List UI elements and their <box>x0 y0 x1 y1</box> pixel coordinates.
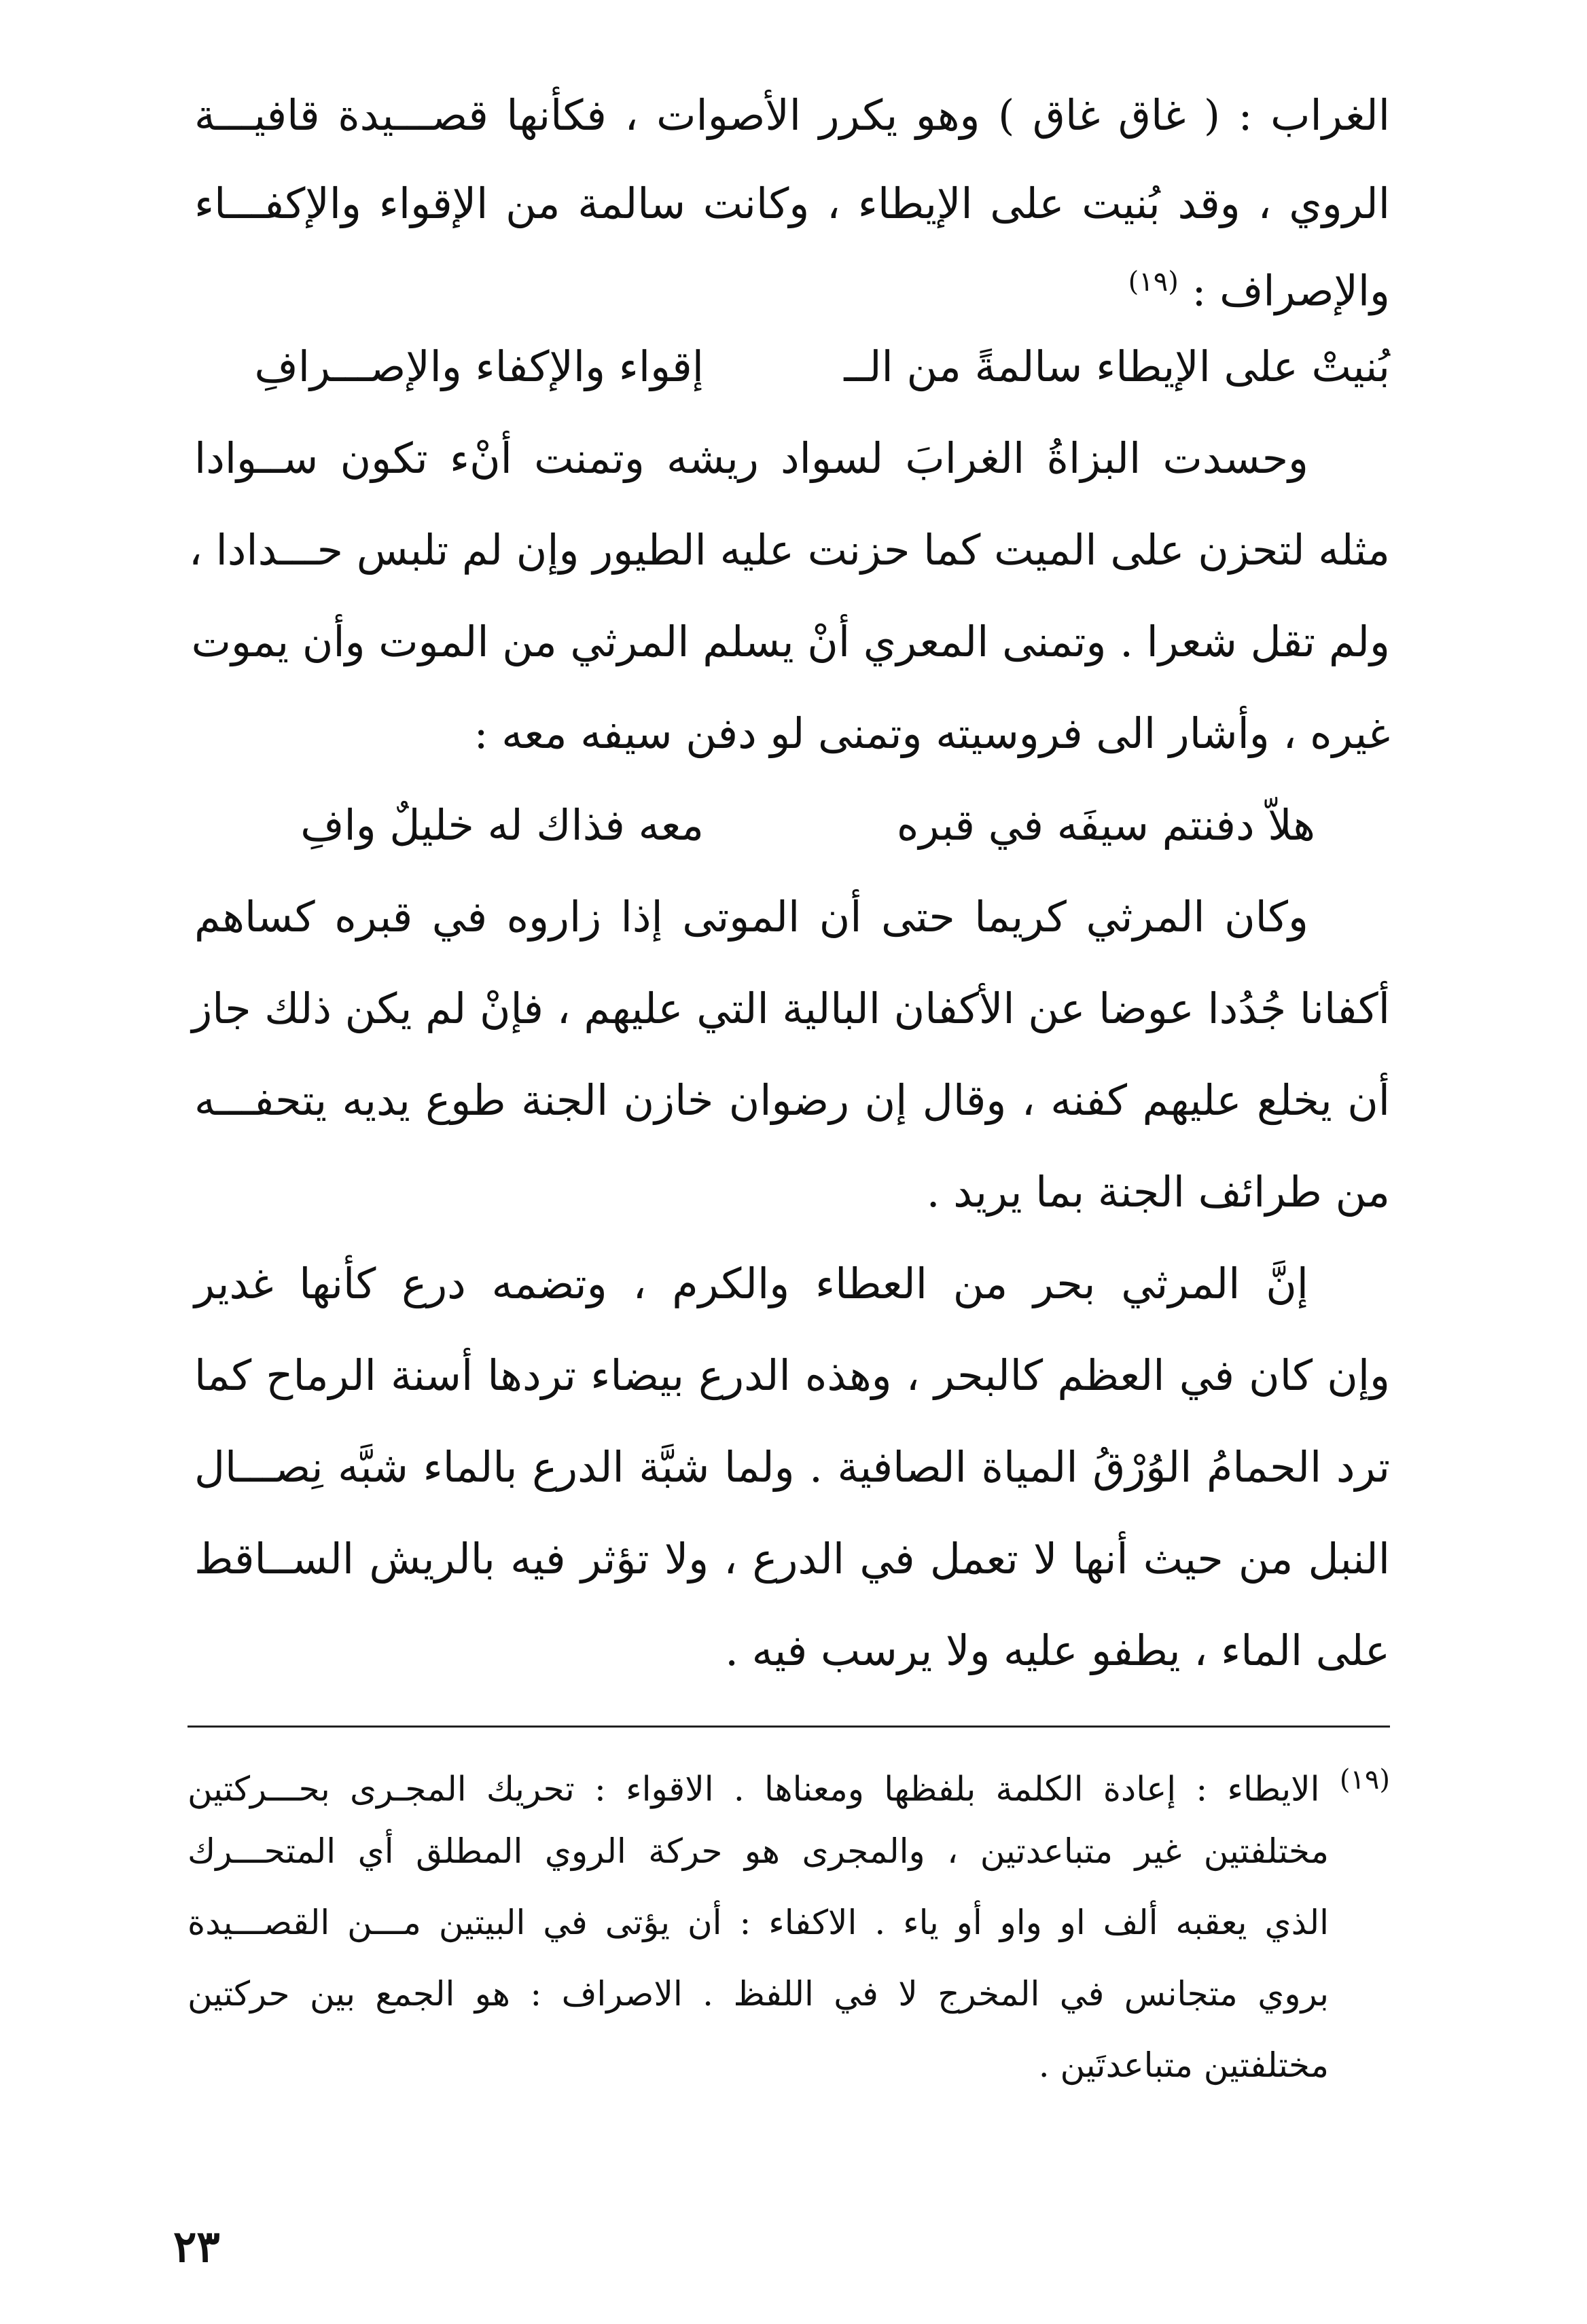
body-line-4: وحسدت البزاةُ الغرابَ لسواد ريشه وتمنت أنْء تكون ســوادا <box>194 433 1308 483</box>
page-number: ٢٣ <box>173 2221 220 2272</box>
body-line-16: على الماء ، يطفو عليه ولا يرسب فيه . <box>725 1626 1390 1675</box>
body-line-1: الغراب : ( غاق غاق ) وهو يكرر الأصوات ، فكأنها قصـــيدة قافيـــة <box>194 90 1390 140</box>
verse-1-first-hemistich: بُنيتْ على الإيطاء سالمةً من الــ <box>844 342 1390 391</box>
body-line-3 <box>194 255 1390 316</box>
verse-1-second-hemistich: إقواء والإكفاء والإصـــرافِ <box>254 342 704 391</box>
body-line-10: أن يخلع عليهم كفنه ، وقال إن رضوان خازن الجنة طوع يديه يتحفـــه <box>194 1075 1390 1125</box>
footnote-reference: (١٩) <box>1128 266 1179 298</box>
footnote-mark: (١٩) <box>1339 1764 1390 1795</box>
body-line-2: الروي ، وقد بُنيت على الإيطاء ، وكانت سالمة من الإقواء والإكفـــاء <box>194 179 1390 228</box>
verse-2-first-hemistich: هلاّ دفنتم سيفَه في قبره <box>896 800 1315 850</box>
body-line-5: مثله لتحزن على الميت كما حزنت عليه الطيور وإن لم تلبس حـــدادا ، <box>188 525 1390 575</box>
footnote-line-1 <box>188 1756 1390 1809</box>
footnote-line-1-text: الايطاء : إعادة الكلمة بلفظها ومعناها . الاقواء : تحريك المجـرى بحـــركتين <box>188 1769 1320 1809</box>
footnote-line-5: مختلفتين متباعدتَين . <box>1038 2045 1329 2085</box>
body-line-3-text: والإصراف : <box>1192 266 1390 316</box>
body-line-8: وكان المرثي كريما حتى أن الموتى إذا زاروه في قبره كساهم <box>194 892 1308 942</box>
body-line-11: من طرائف الجنة بما يريد . <box>926 1167 1390 1217</box>
body-line-6: ولم تقل شعرا . وتمنى المعري أنْ يسلم المرثي من الموت وأن يموت <box>191 617 1390 666</box>
footnote-line-3: الذي يعقبه ألف او واو أو ياء . الاكفاء : أن يؤتى في البيتين مـــن القصـــيدة <box>188 1903 1329 1942</box>
verse-2-second-hemistich: معه فذاك له خليلٌ وافِ <box>300 800 704 850</box>
footnote-line-2: مختلفتين غير متباعدتين ، والمجرى هو حركة الروي المطلق أي المتحـــرك <box>188 1831 1329 1871</box>
body-line-13: وإن كان في العظم كالبحر ، وهذه الدرع بيضاء تردها أسنة الرماح كما <box>194 1351 1390 1400</box>
body-line-12: إنَّ المرثي بحر من العطاء والكرم ، وتضمه درع كأنها غدير <box>194 1259 1308 1308</box>
body-line-14: ترد الحمامُ الوُرْقُ المياة الصافية . ولما شبَّة الدرع بالماء شبَّه نِصـــال <box>194 1442 1390 1492</box>
footnote-separator <box>188 1726 1390 1728</box>
footnote-line-4: بروي متجانس في المخرج لا في اللفظ . الاصراف : هو الجمع بين حركتين <box>188 1974 1329 2014</box>
body-line-15: النبل من حيث أنها لا تعمل في الدرع ، ولا تؤثر فيه بالريش الســاقط <box>194 1534 1390 1584</box>
body-line-9: أكفانا جُدُدا عوضا عن الأكفان البالية التي عليهم ، فإنْ لم يكن ذلك جاز <box>192 984 1390 1033</box>
body-line-7: غيره ، وأشار الى فروسيته وتمنى لو دفن سيفه معه : <box>474 709 1390 758</box>
